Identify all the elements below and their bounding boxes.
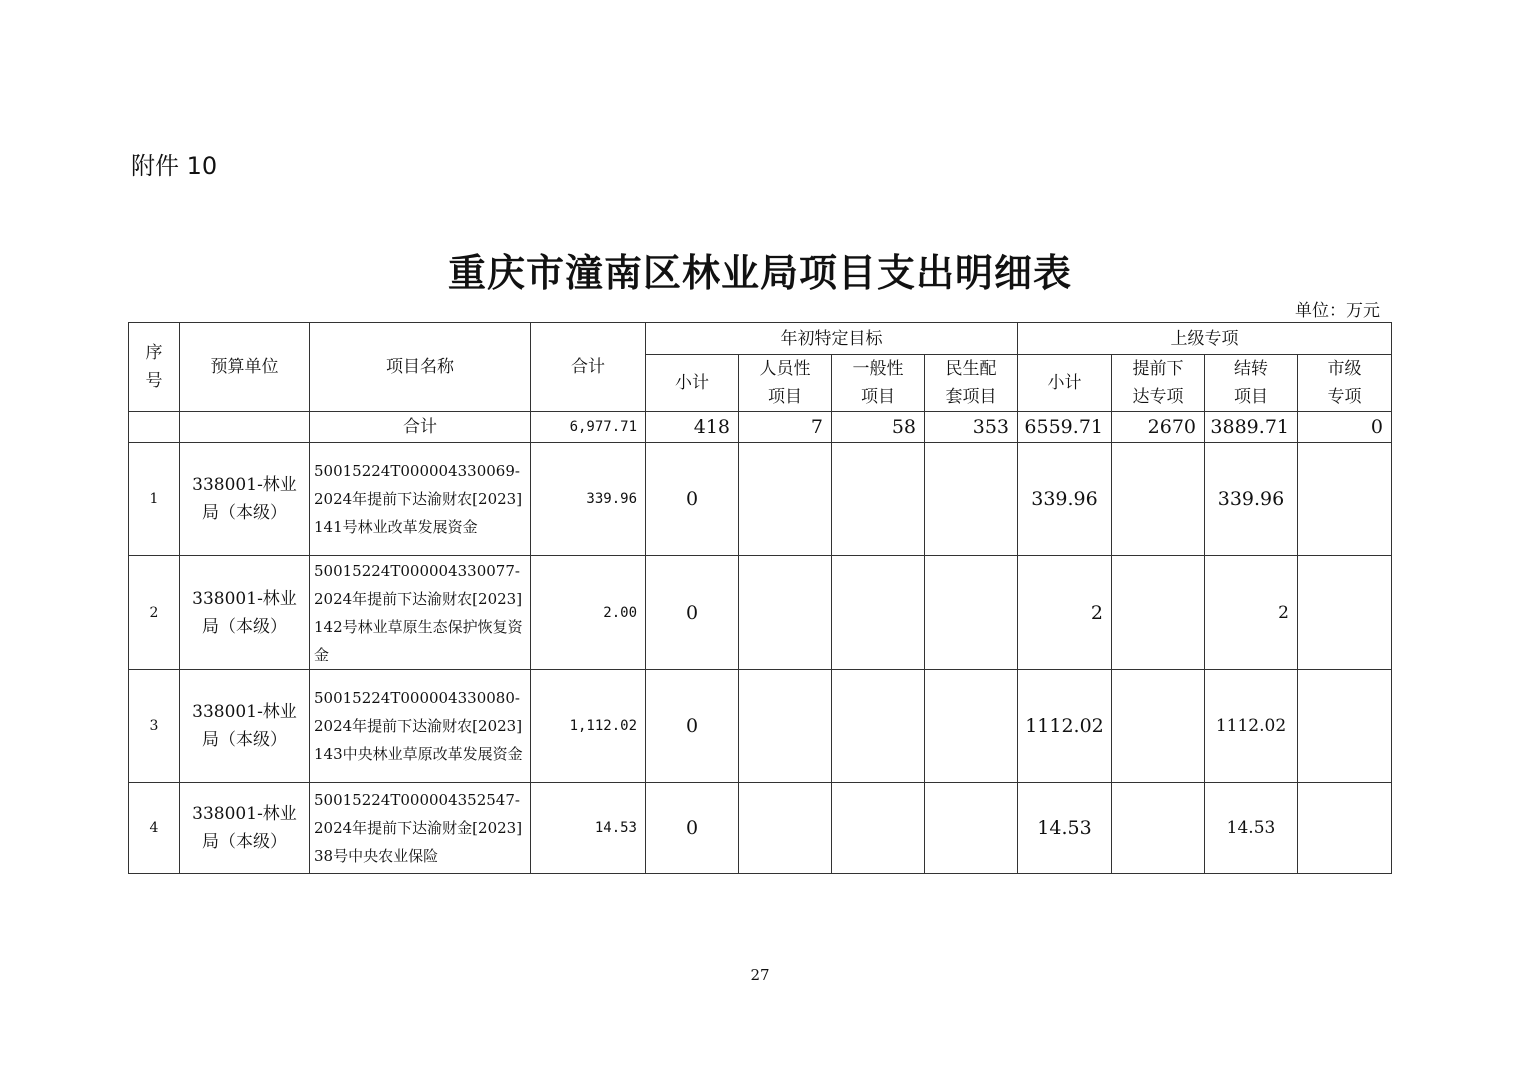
row-g2-city bbox=[1298, 556, 1392, 670]
row-project-name: 50015224T000004330080-2024年提前下达渝财农[2023]143中央林业草原改革发展资金 bbox=[310, 670, 531, 783]
page-number: 27 bbox=[750, 966, 770, 984]
total-g1-general: 58 bbox=[832, 412, 925, 443]
row-g2-subtotal: 14.53 bbox=[1018, 783, 1112, 874]
header-g2-advance: 提前下 达专项 bbox=[1112, 355, 1205, 412]
row-g2-advance bbox=[1112, 670, 1205, 783]
row-g2-advance bbox=[1112, 443, 1205, 556]
row-unit: 338001-林业局（本级） bbox=[180, 670, 310, 783]
row-seq: 1 bbox=[129, 443, 180, 556]
row-total: 14.53 bbox=[531, 783, 646, 874]
header-g1-personnel: 人员性 项目 bbox=[739, 355, 832, 412]
header-g2-subtotal: 小计 bbox=[1018, 355, 1112, 412]
total-g1-livelihood: 353 bbox=[925, 412, 1018, 443]
row-g1-general bbox=[832, 783, 925, 874]
row-seq: 2 bbox=[129, 556, 180, 670]
row-total: 1,112.02 bbox=[531, 670, 646, 783]
row-g1-livelihood bbox=[925, 443, 1018, 556]
row-g1-subtotal: 0 bbox=[646, 443, 739, 556]
row-project-name: 50015224T000004352547-2024年提前下达渝财金[2023]38号中央农业保险 bbox=[310, 783, 531, 874]
row-seq: 4 bbox=[129, 783, 180, 874]
row-unit: 338001-林业局（本级） bbox=[180, 443, 310, 556]
row-total: 339.96 bbox=[531, 443, 646, 556]
header-group-initial-targets: 年初特定目标 bbox=[646, 323, 1018, 355]
header-g1-subtotal: 小计 bbox=[646, 355, 739, 412]
header-group-superior-special: 上级专项 bbox=[1018, 323, 1392, 355]
row-unit: 338001-林业局（本级） bbox=[180, 556, 310, 670]
row-g2-city bbox=[1298, 783, 1392, 874]
row-g1-general bbox=[832, 443, 925, 556]
row-g2-advance bbox=[1112, 556, 1205, 670]
row-g1-personnel bbox=[739, 443, 832, 556]
row-g1-subtotal: 0 bbox=[646, 783, 739, 874]
total-g2-advance: 2670 bbox=[1112, 412, 1205, 443]
row-g2-city bbox=[1298, 670, 1392, 783]
header-project-name: 项目名称 bbox=[310, 323, 531, 412]
row-g1-personnel bbox=[739, 783, 832, 874]
row-seq: 3 bbox=[129, 670, 180, 783]
row-g1-subtotal: 0 bbox=[646, 670, 739, 783]
row-unit: 338001-林业局（本级） bbox=[180, 783, 310, 874]
row-project-name: 50015224T000004330069-2024年提前下达渝财农[2023]141号林业改革发展资金 bbox=[310, 443, 531, 556]
row-g1-general bbox=[832, 670, 925, 783]
row-g2-carryover: 339.96 bbox=[1205, 443, 1298, 556]
row-g1-personnel bbox=[739, 556, 832, 670]
row-g1-livelihood bbox=[925, 670, 1018, 783]
row-g1-personnel bbox=[739, 670, 832, 783]
table-row bbox=[129, 783, 1392, 874]
header-total: 合计 bbox=[531, 323, 646, 412]
row-g2-city bbox=[1298, 443, 1392, 556]
table-row bbox=[129, 443, 1392, 556]
row-g2-subtotal: 2 bbox=[1018, 556, 1112, 670]
row-g1-livelihood bbox=[925, 783, 1018, 874]
expenditure-table bbox=[128, 322, 1392, 874]
total-g2-carryover: 3889.71 bbox=[1205, 412, 1298, 443]
header-budget-unit: 预算单位 bbox=[180, 323, 310, 412]
table-row bbox=[129, 670, 1392, 783]
row-g2-carryover: 1112.02 bbox=[1205, 670, 1298, 783]
document-title: 重庆市潼南区林业局项目支出明细表 bbox=[447, 251, 1072, 295]
row-g2-subtotal: 339.96 bbox=[1018, 443, 1112, 556]
row-g2-subtotal: 1112.02 bbox=[1018, 670, 1112, 783]
row-g1-subtotal: 0 bbox=[646, 556, 739, 670]
row-g2-carryover: 2 bbox=[1205, 556, 1298, 670]
row-g1-general bbox=[832, 556, 925, 670]
total-seq bbox=[129, 412, 180, 443]
header-g2-carryover: 结转 项目 bbox=[1205, 355, 1298, 412]
total-unit bbox=[180, 412, 310, 443]
total-label: 合计 bbox=[310, 412, 531, 443]
total-g2-subtotal: 6559.71 bbox=[1018, 412, 1112, 443]
header-g1-livelihood: 民生配 套项目 bbox=[925, 355, 1018, 412]
row-g1-livelihood bbox=[925, 556, 1018, 670]
header-g1-general: 一般性 项目 bbox=[832, 355, 925, 412]
attachment-label: 附件 10 bbox=[131, 152, 218, 180]
total-row bbox=[129, 412, 1392, 443]
row-g2-advance bbox=[1112, 783, 1205, 874]
total-g1-personnel: 7 bbox=[739, 412, 832, 443]
total-g1-subtotal: 418 bbox=[646, 412, 739, 443]
header-seq: 序 号 bbox=[129, 323, 180, 412]
row-total: 2.00 bbox=[531, 556, 646, 670]
total-g2-city: 0 bbox=[1298, 412, 1392, 443]
row-g2-carryover: 14.53 bbox=[1205, 783, 1298, 874]
header-g2-city: 市级 专项 bbox=[1298, 355, 1392, 412]
unit-label: 单位：万元 bbox=[1295, 301, 1380, 321]
row-project-name: 50015224T000004330077-2024年提前下达渝财农[2023]142号林业草原生态保护恢复资金 bbox=[310, 556, 531, 670]
table-row bbox=[129, 556, 1392, 670]
total-total: 6,977.71 bbox=[531, 412, 646, 443]
